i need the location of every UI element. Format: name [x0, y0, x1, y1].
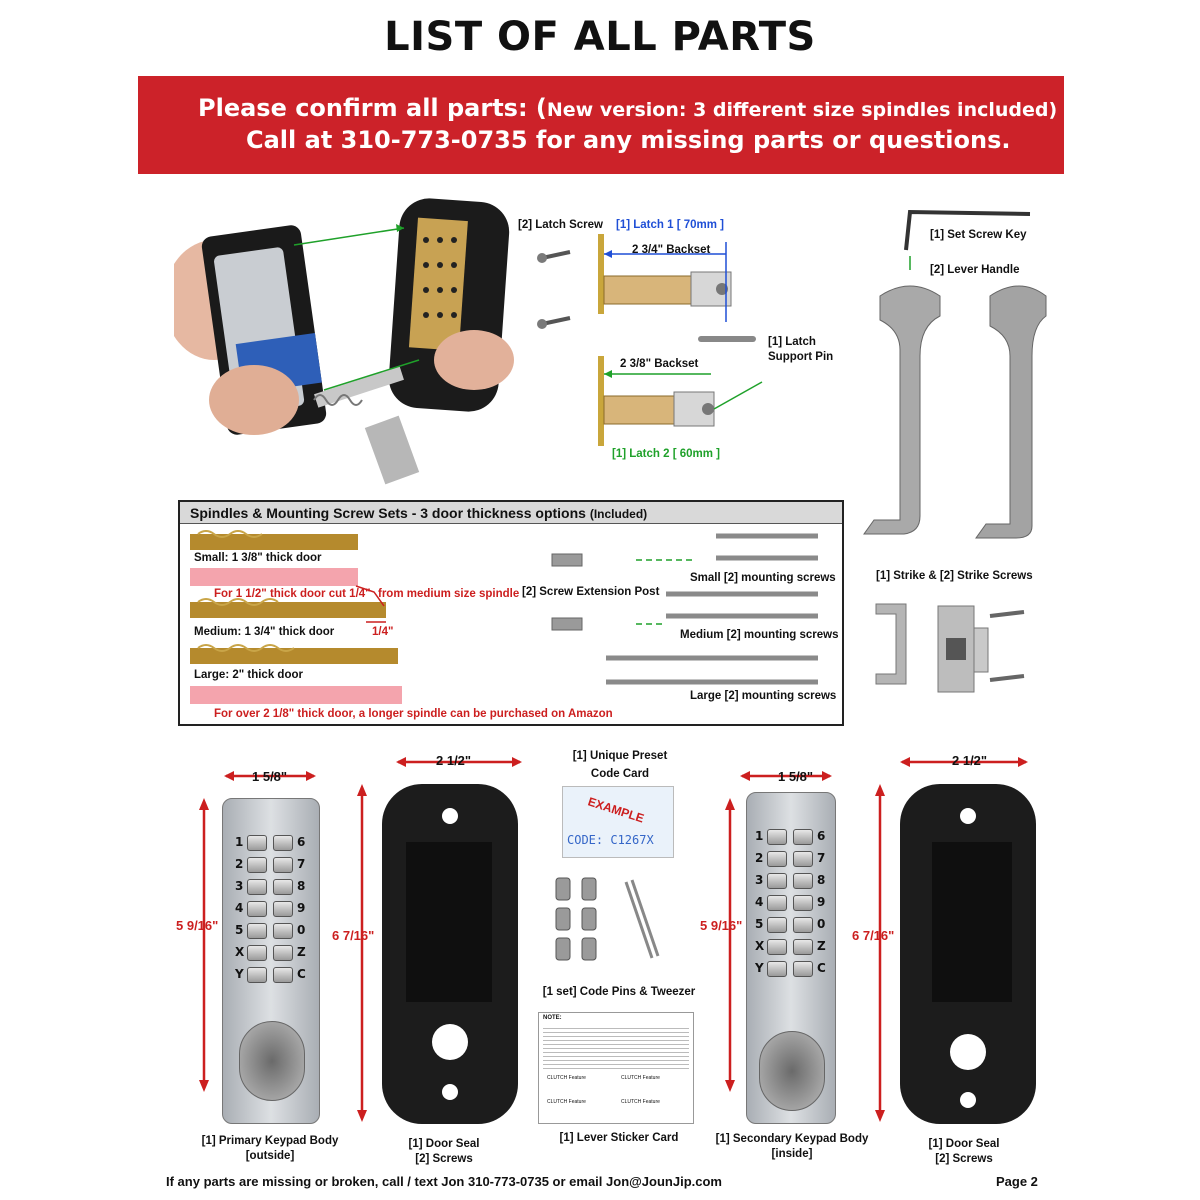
primary-keypad-knob	[239, 1021, 305, 1101]
keypad-key[interactable]	[793, 851, 813, 867]
keypad-key-label: Z	[817, 939, 826, 953]
keypad-key[interactable]	[793, 961, 813, 977]
secondary-keypad-knob	[759, 1031, 825, 1111]
keypad-key-label: 9	[817, 895, 826, 909]
secondary-caption-2: [inside]	[771, 1148, 813, 1160]
primary-keypad-body	[222, 798, 320, 1124]
primary-width-label: 1 5/8"	[252, 769, 288, 784]
keypad-key-label: 5	[755, 917, 764, 931]
assembly-photo	[174, 190, 514, 500]
spindle-medium-label: Medium: 1 3/4" thick door	[194, 626, 335, 638]
keypad-key[interactable]	[767, 917, 787, 933]
spindles-header-text: Spindles & Mounting Screw Sets - 3 door thickness options	[190, 505, 586, 521]
keypad-key[interactable]	[767, 873, 787, 889]
keypad-key[interactable]	[767, 939, 787, 955]
keypad-key[interactable]	[273, 835, 293, 851]
spindles-header-small: (Included)	[589, 507, 648, 521]
code-pins-label: [1 set] Code Pins & Tweezer	[542, 986, 696, 998]
support-pin-label-1: [1] Latch	[768, 336, 816, 348]
page-number: Page 2	[996, 1174, 1038, 1189]
seal-height-label: 6 7/16"	[332, 928, 375, 943]
seal-2-height-label: 6 7/16"	[852, 928, 895, 943]
keypad-key-label: 3	[755, 873, 764, 887]
sticker-clutch-3: CLUTCH Feature	[547, 1099, 586, 1105]
code-pins-illustration	[548, 872, 688, 972]
tweezer-icon	[626, 880, 658, 958]
backset-1-label: 2 3/4" Backset	[632, 244, 711, 256]
keypad-key[interactable]	[273, 879, 293, 895]
keypad-key[interactable]	[793, 873, 813, 889]
keypad-key-label: 8	[817, 873, 826, 887]
strike-illustration	[866, 598, 1036, 698]
keypad-key[interactable]	[247, 967, 267, 983]
banner-line-1	[198, 94, 1057, 122]
keypad-key[interactable]	[273, 901, 293, 917]
keypad-key-label: 0	[817, 917, 826, 931]
small-screws-label: Small [2] mounting screws	[690, 572, 836, 584]
latch-illustration	[536, 232, 776, 462]
keypad-key[interactable]	[767, 961, 787, 977]
backset-2-label: 2 3/8" Backset	[620, 358, 699, 370]
keypad-key-label: 6	[817, 829, 826, 843]
strike-label: [1] Strike & [2] Strike Screws	[876, 570, 1033, 582]
seal-caption-2: [2] Screws	[415, 1153, 473, 1165]
code-card-label-2: Code Card	[590, 768, 650, 780]
banner-line-1-main: Please confirm all parts: (	[198, 94, 547, 122]
keypad-key-label: 1	[755, 829, 764, 843]
instruction-banner	[138, 76, 1064, 174]
keypad-key[interactable]	[793, 895, 813, 911]
longer-spindle-note: For over 2 1/8" thick door, a longer spindle can be purchased on Amazon	[214, 708, 613, 720]
banner-line-1-small: New version: 3 different size spindles included)	[546, 99, 1058, 121]
lever-handle-label: [2] Lever Handle	[930, 264, 1020, 276]
seal-2-caption-1: [1] Door Seal	[928, 1138, 1000, 1150]
sticker-caption: [1] Lever Sticker Card	[559, 1132, 679, 1144]
extension-post-label: [2] Screw Extension Post	[522, 586, 660, 598]
keypad-key[interactable]	[247, 945, 267, 961]
medium-screws-label: Medium [2] mounting screws	[680, 629, 839, 641]
seal-2-width-label: 2 1/2"	[952, 753, 988, 768]
cut-note-label: For 1 1/2" thick door cut 1/4"	[214, 588, 371, 600]
keypad-key[interactable]	[273, 945, 293, 961]
keypad-key[interactable]	[767, 895, 787, 911]
door-seal-1	[380, 782, 520, 1126]
keypad-key-label: 0	[297, 923, 306, 937]
code-card-example: EXAMPLE	[586, 794, 646, 826]
code-card	[562, 786, 674, 858]
keypad-key[interactable]	[247, 901, 267, 917]
keypad-key-label: 8	[297, 879, 306, 893]
keypad-key[interactable]	[247, 923, 267, 939]
keypad-key-label: 9	[297, 901, 306, 915]
keypad-key-label: C	[817, 961, 826, 975]
keypad-key-label: Y	[755, 961, 764, 975]
secondary-height-label: 5 9/16"	[700, 918, 743, 933]
seal-caption-1: [1] Door Seal	[408, 1138, 480, 1150]
keypad-key-label: 7	[817, 851, 826, 865]
keypad-key[interactable]	[793, 917, 813, 933]
keypad-key[interactable]	[767, 851, 787, 867]
keypad-key-label: X	[235, 945, 245, 959]
keypad-key-label: Y	[235, 967, 244, 981]
keypad-key-label: Z	[297, 945, 306, 959]
large-screws-label: Large [2] mounting screws	[690, 690, 837, 702]
door-seal-2	[898, 782, 1038, 1126]
keypad-key-label: X	[755, 939, 765, 953]
latch-2-label: [1] Latch 2 [ 60mm ]	[612, 448, 720, 460]
lever-sticker-card	[538, 1012, 694, 1124]
keypad-key[interactable]	[247, 879, 267, 895]
seal-2-caption-2: [2] Screws	[935, 1153, 993, 1165]
spindle-small-label: Small: 1 3/8" thick door	[194, 552, 322, 564]
spindle-large-label: Large: 2" thick door	[194, 669, 303, 681]
latch-screw-icon	[537, 252, 570, 329]
banner-line-2: Call at 310-773-0735 for any missing parts or questions.	[246, 126, 1011, 154]
seal-width-label: 2 1/2"	[436, 753, 472, 768]
keypad-key-label: 3	[235, 879, 244, 893]
secondary-keypad-body	[746, 792, 836, 1124]
secondary-caption-1: [1] Secondary Keypad Body	[715, 1133, 869, 1145]
footer-contact: If any parts are missing or broken, call / text Jon 310-773-0735 or email Jon@JounJip.com	[166, 1174, 722, 1189]
keypad-key[interactable]	[767, 829, 787, 845]
keypad-key-label: C	[297, 967, 306, 981]
sticker-clutch-4: CLUTCH Feature	[621, 1099, 660, 1105]
sticker-clutch-1: CLUTCH Feature	[547, 1075, 586, 1081]
keypad-key[interactable]	[273, 923, 293, 939]
spindles-header	[180, 502, 842, 524]
keypad-key-label: 5	[235, 923, 244, 937]
latch-1-label: [1] Latch 1 [ 70mm ]	[616, 219, 724, 231]
quarter-inch-label: 1/4"	[372, 626, 394, 638]
primary-caption-2: [outside]	[245, 1150, 295, 1162]
code-card-label-1: [1] Unique Preset	[572, 750, 668, 762]
keypad-key-label: 7	[297, 857, 306, 871]
keypad-key-label: 4	[755, 895, 764, 909]
page-title: LIST OF ALL PARTS	[384, 14, 816, 60]
keypad-key-label: 2	[755, 851, 764, 865]
keypad-key-label: 2	[235, 857, 244, 871]
sticker-clutch-2: CLUTCH Feature	[621, 1075, 660, 1081]
support-pin-label-2: Support Pin	[768, 351, 834, 363]
code-card-code: CODE: C1267X	[567, 833, 654, 847]
from-medium-label: from medium size spindle	[378, 588, 520, 600]
latch-screw-label: [2] Latch Screw	[518, 219, 603, 231]
keypad-key[interactable]	[793, 829, 813, 845]
mounting-screws-illustration	[546, 524, 839, 694]
keypad-key-label: 1	[235, 835, 244, 849]
primary-height-label: 5 9/16"	[176, 918, 219, 933]
lever-handle-illustration	[850, 206, 1050, 546]
strike-screw-icon	[990, 612, 1024, 680]
keypad-key-label: 4	[235, 901, 244, 915]
set-screw-key-label: [1] Set Screw Key	[930, 229, 1027, 241]
primary-caption-1: [1] Primary Keypad Body	[201, 1135, 339, 1147]
keypad-key[interactable]	[793, 939, 813, 955]
keypad-key[interactable]	[247, 857, 267, 873]
sticker-text-lines	[543, 1025, 689, 1069]
keypad-key-label: 6	[297, 835, 306, 849]
keypad-key[interactable]	[273, 967, 293, 983]
keypad-key[interactable]	[247, 835, 267, 851]
sticker-note: NOTE:	[543, 1015, 562, 1021]
keypad-key[interactable]	[273, 857, 293, 873]
secondary-width-label: 1 5/8"	[778, 769, 814, 784]
